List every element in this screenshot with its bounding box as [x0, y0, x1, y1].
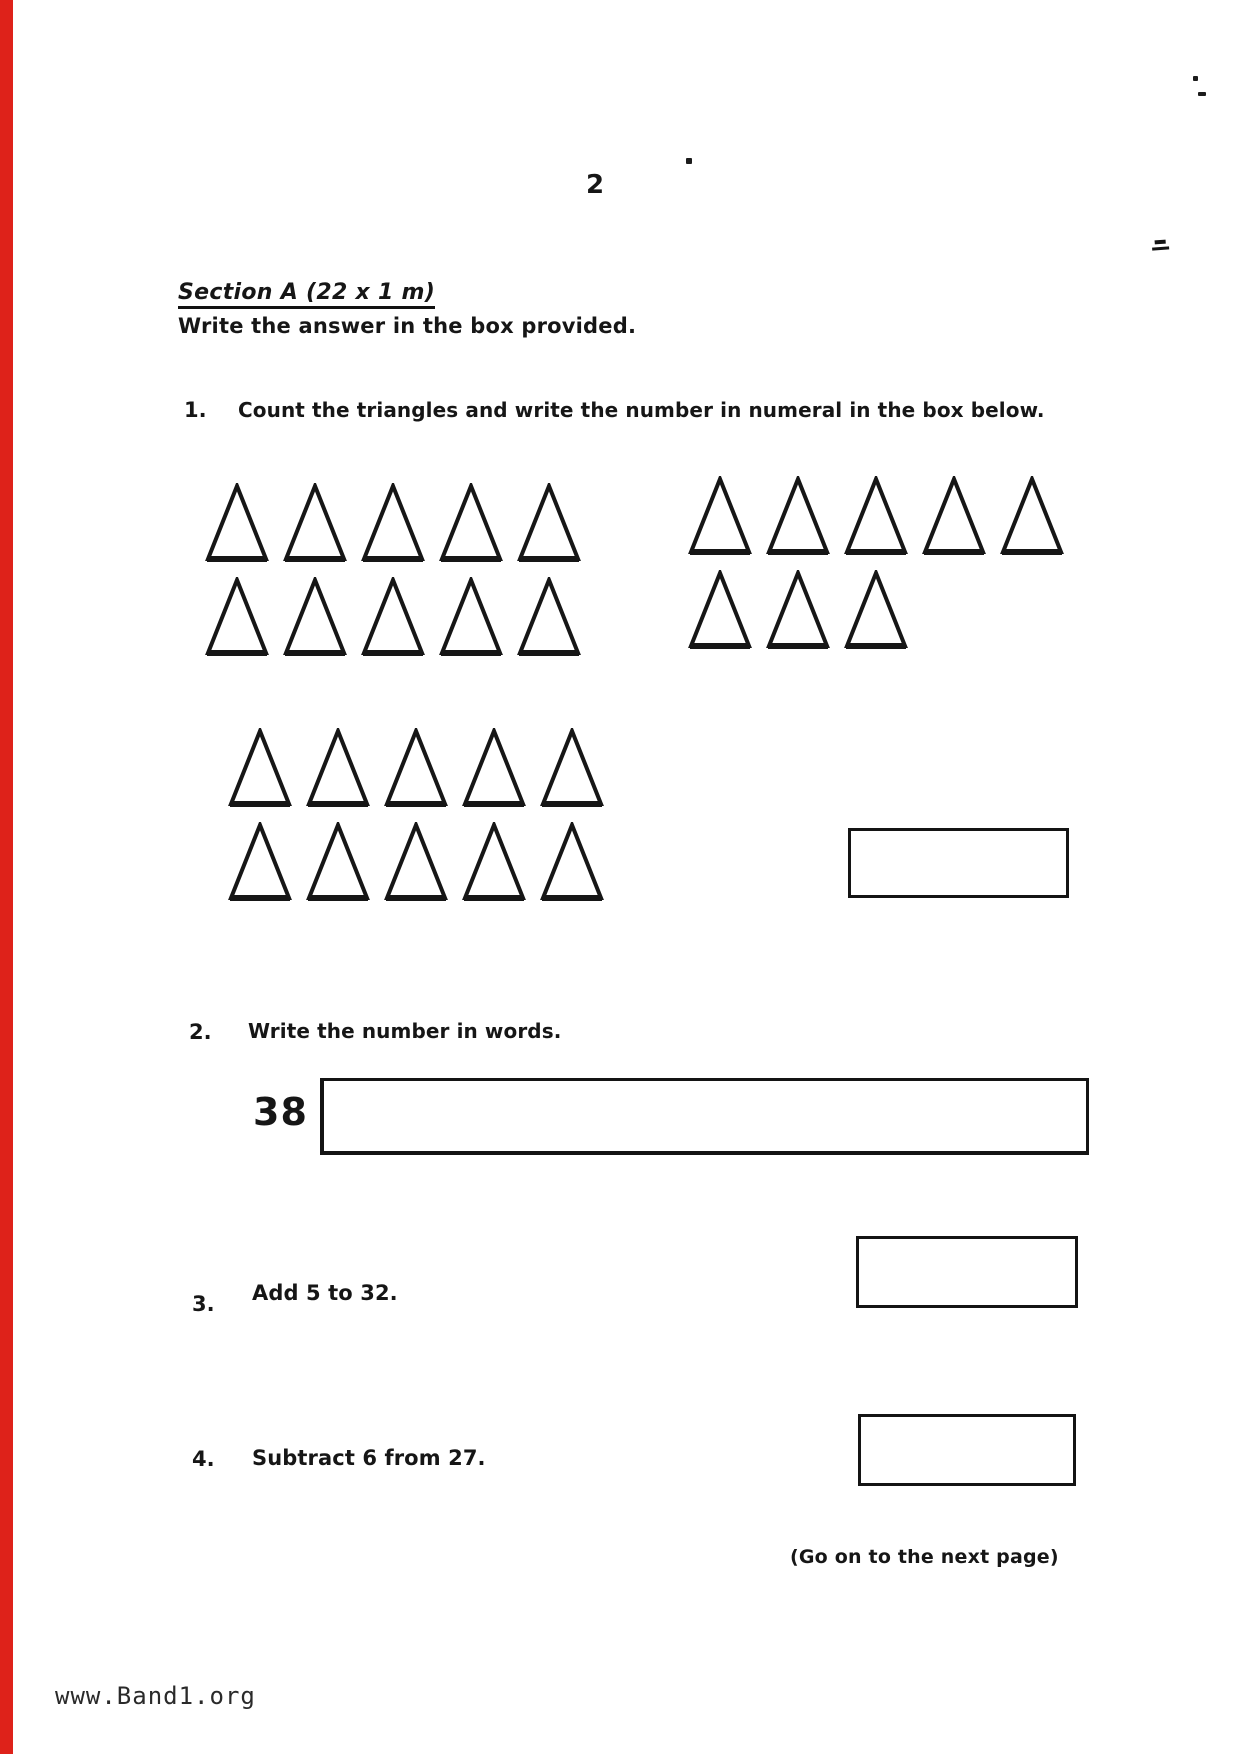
- triangle-icon: [384, 728, 448, 808]
- scan-speck: [686, 158, 692, 164]
- triangle-icon: [540, 822, 604, 902]
- question-1-number: 1.: [184, 398, 207, 422]
- triangle-row: [205, 483, 581, 563]
- question-3-number: 3.: [192, 1292, 215, 1316]
- triangle-icon: [228, 822, 292, 902]
- triangle-icon: [688, 476, 752, 556]
- triangle-icon: [439, 483, 503, 563]
- equals-mark-artifact: [1152, 239, 1170, 253]
- triangle-icon: [283, 483, 347, 563]
- triangle-icon: [688, 570, 752, 650]
- triangle-row: [205, 577, 581, 657]
- triangle-icon: [306, 728, 370, 808]
- triangle-icon: [540, 728, 604, 808]
- triangle-row: [228, 822, 604, 902]
- triangle-row: [688, 570, 1064, 650]
- triangle-group-g1: [205, 483, 581, 671]
- triangle-icon: [517, 577, 581, 657]
- triangle-icon: [283, 577, 347, 657]
- triangle-icon: [517, 483, 581, 563]
- triangle-icon: [462, 728, 526, 808]
- triangle-icon: [1000, 476, 1064, 556]
- question-4-number: 4.: [192, 1447, 215, 1471]
- scan-speck: [1193, 76, 1198, 81]
- question-4-text: Subtract 6 from 27.: [252, 1446, 486, 1470]
- triangle-icon: [766, 476, 830, 556]
- triangle-icon: [766, 570, 830, 650]
- question-1-text: Count the triangles and write the number in numeral in the box below.: [238, 398, 1045, 422]
- triangle-icon: [844, 476, 908, 556]
- triangle-icon: [306, 822, 370, 902]
- triangle-icon: [205, 483, 269, 563]
- question-2-number: 2.: [189, 1020, 212, 1044]
- question-2-text: Write the number in words.: [248, 1019, 562, 1043]
- given-number-38: 38: [253, 1090, 308, 1134]
- answer-box-q1[interactable]: [848, 828, 1069, 898]
- scan-speck: [1198, 92, 1206, 96]
- triangle-group-g2: [688, 476, 1064, 664]
- triangle-icon: [844, 570, 908, 650]
- triangle-icon: [205, 577, 269, 657]
- page-number: 2: [586, 170, 605, 200]
- section-instruction: Write the answer in the box provided.: [178, 314, 637, 338]
- answer-box-q2[interactable]: [320, 1078, 1089, 1155]
- triangle-icon: [439, 577, 503, 657]
- triangle-icon: [922, 476, 986, 556]
- question-3-text: Add 5 to 32.: [252, 1281, 398, 1305]
- answer-box-q3[interactable]: [856, 1236, 1078, 1308]
- triangle-row: [228, 728, 604, 808]
- triangle-icon: [228, 728, 292, 808]
- triangle-icon: [462, 822, 526, 902]
- triangle-row: [688, 476, 1064, 556]
- triangle-group-g3: [228, 728, 604, 916]
- triangle-icon: [384, 822, 448, 902]
- answer-box-q4[interactable]: [858, 1414, 1076, 1486]
- triangle-icon: [361, 483, 425, 563]
- red-scan-edge: [0, 0, 13, 1754]
- footer-url: www.Band1.org: [55, 1682, 256, 1710]
- next-page-note: (Go on to the next page): [790, 1546, 1059, 1568]
- section-heading: Section A (22 x 1 m): [178, 280, 435, 309]
- triangle-icon: [361, 577, 425, 657]
